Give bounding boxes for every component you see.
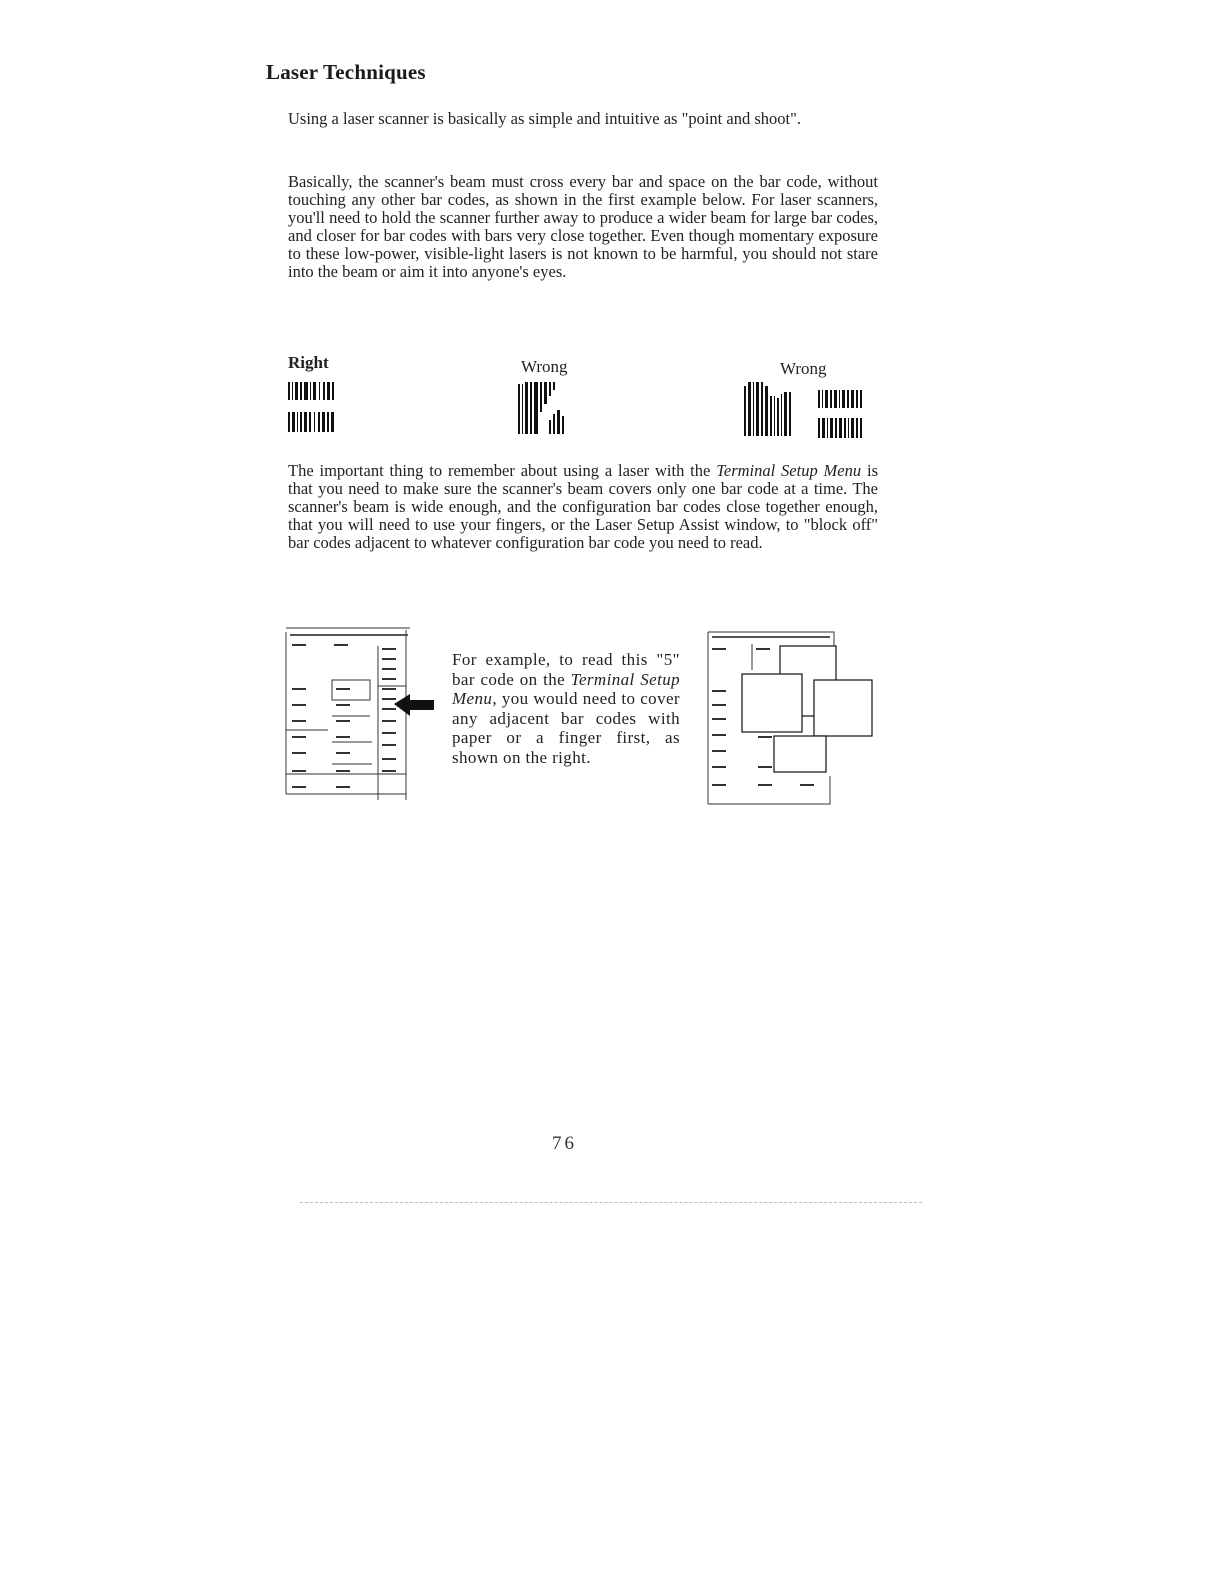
important-text-start: The important thing to remember about using a laser with the [288,461,717,480]
right-example-label: Right [288,353,329,372]
wrong-example-1-label: Wrong [521,357,568,376]
page-number: 76 [552,1133,577,1154]
example-paragraph [452,650,680,767]
example-text-end: , you would need to cover any adjacent bar codes with paper or a finger first, as shown on the right. [452,689,680,767]
arrow-icon [394,694,434,716]
bottom-scan-line [300,1202,922,1203]
right-example-barcodes [287,378,347,438]
terminal-setup-menu-reference: Terminal Setup Menu [716,461,862,480]
setup-menu-figure [282,624,442,804]
wrong-example-2-label: Wrong [780,359,827,378]
wrong-example-1-barcodes [516,380,576,440]
important-text-end: is that you need to make sure the scanner's beam covers only one bar code at a time. The scanner's beam is wide enough, and the configuration bar codes close together enough, that you will need to use your fingers, or the Laser Setup Assist window, to "block off" bar codes adjacent to whatever configuration bar code you need to read. [288,461,878,552]
important-paragraph [288,462,878,552]
terminal-setup-menu-reference: Terminal Setup Menu [452,669,680,708]
example-text-start: For example, to read this "5" bar code on the [452,650,680,689]
intro-paragraph: Using a laser scanner is basically as simple and intuitive as "point and shoot". [288,109,801,128]
wrong-example-2-barcodes [742,380,872,440]
covered-menu-figure [704,626,878,812]
beam-paragraph: Basically, the scanner's beam must cross every bar and space on the bar code, without touching any other bar codes, as shown in the first example below. For laser scanners, you'll need to hold the scanner further away to produce a wider beam for large bar codes, and closer for bar codes with bars very close together. Even though momentary exposure to these low-power, visible-light lasers is not known to be harmful, you should not stare into the beam or aim it into anyone's eyes. [288,172,878,281]
section-heading: Laser Techniques [266,60,426,84]
